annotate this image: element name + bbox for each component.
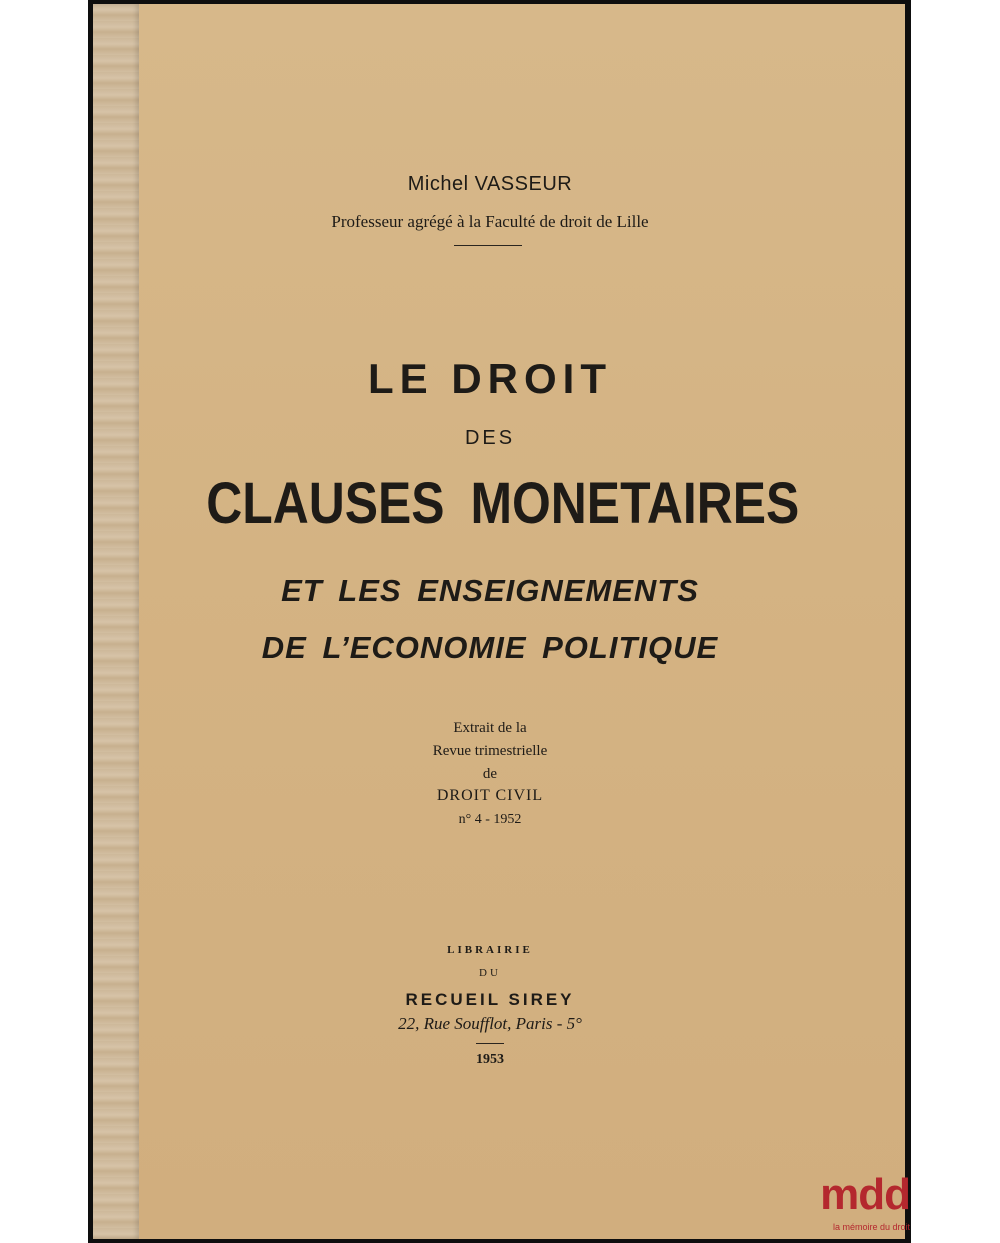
publisher-line-2: DU: [479, 967, 501, 979]
mdd-logo: [810, 1170, 910, 1240]
publisher-address: 22, Rue Soufflot, Paris - 5°: [398, 1014, 582, 1033]
extract-line-1: Extrait de la: [453, 720, 527, 736]
title-line-2: DES: [464, 427, 516, 449]
publisher-name: RECUEIL SIREY: [405, 990, 575, 1009]
subtitle-line-2: DE L’ECONOMIE POLITIQUE: [261, 630, 719, 665]
subtitle-line-1: ET LES ENSEIGNEMENTS: [281, 573, 699, 608]
extract-line-2: Revue trimestrielle: [432, 743, 548, 759]
logo-tagline: la mémoire du droit: [832, 1222, 910, 1232]
author-affiliation: Professeur agrégé à la Faculté de droit de Lille: [331, 212, 649, 231]
title-line-1: LE DROIT: [368, 355, 612, 402]
book-spine: [93, 4, 139, 1239]
logo-mark: mdd: [820, 1170, 910, 1219]
title-line-3: CLAUSES MONETAIRES: [206, 471, 800, 536]
publication-year: 1953: [476, 1052, 504, 1067]
divider-rule: [454, 245, 522, 246]
extract-line-3: de: [482, 766, 498, 782]
author-name: Michel VASSEUR: [407, 173, 573, 195]
extract-issue: n° 4 - 1952: [458, 812, 522, 827]
extract-line-4: DROIT CIVIL: [436, 787, 544, 804]
publisher-line-1: LIBRAIRIE: [447, 944, 533, 956]
divider-rule-small: [476, 1043, 504, 1044]
